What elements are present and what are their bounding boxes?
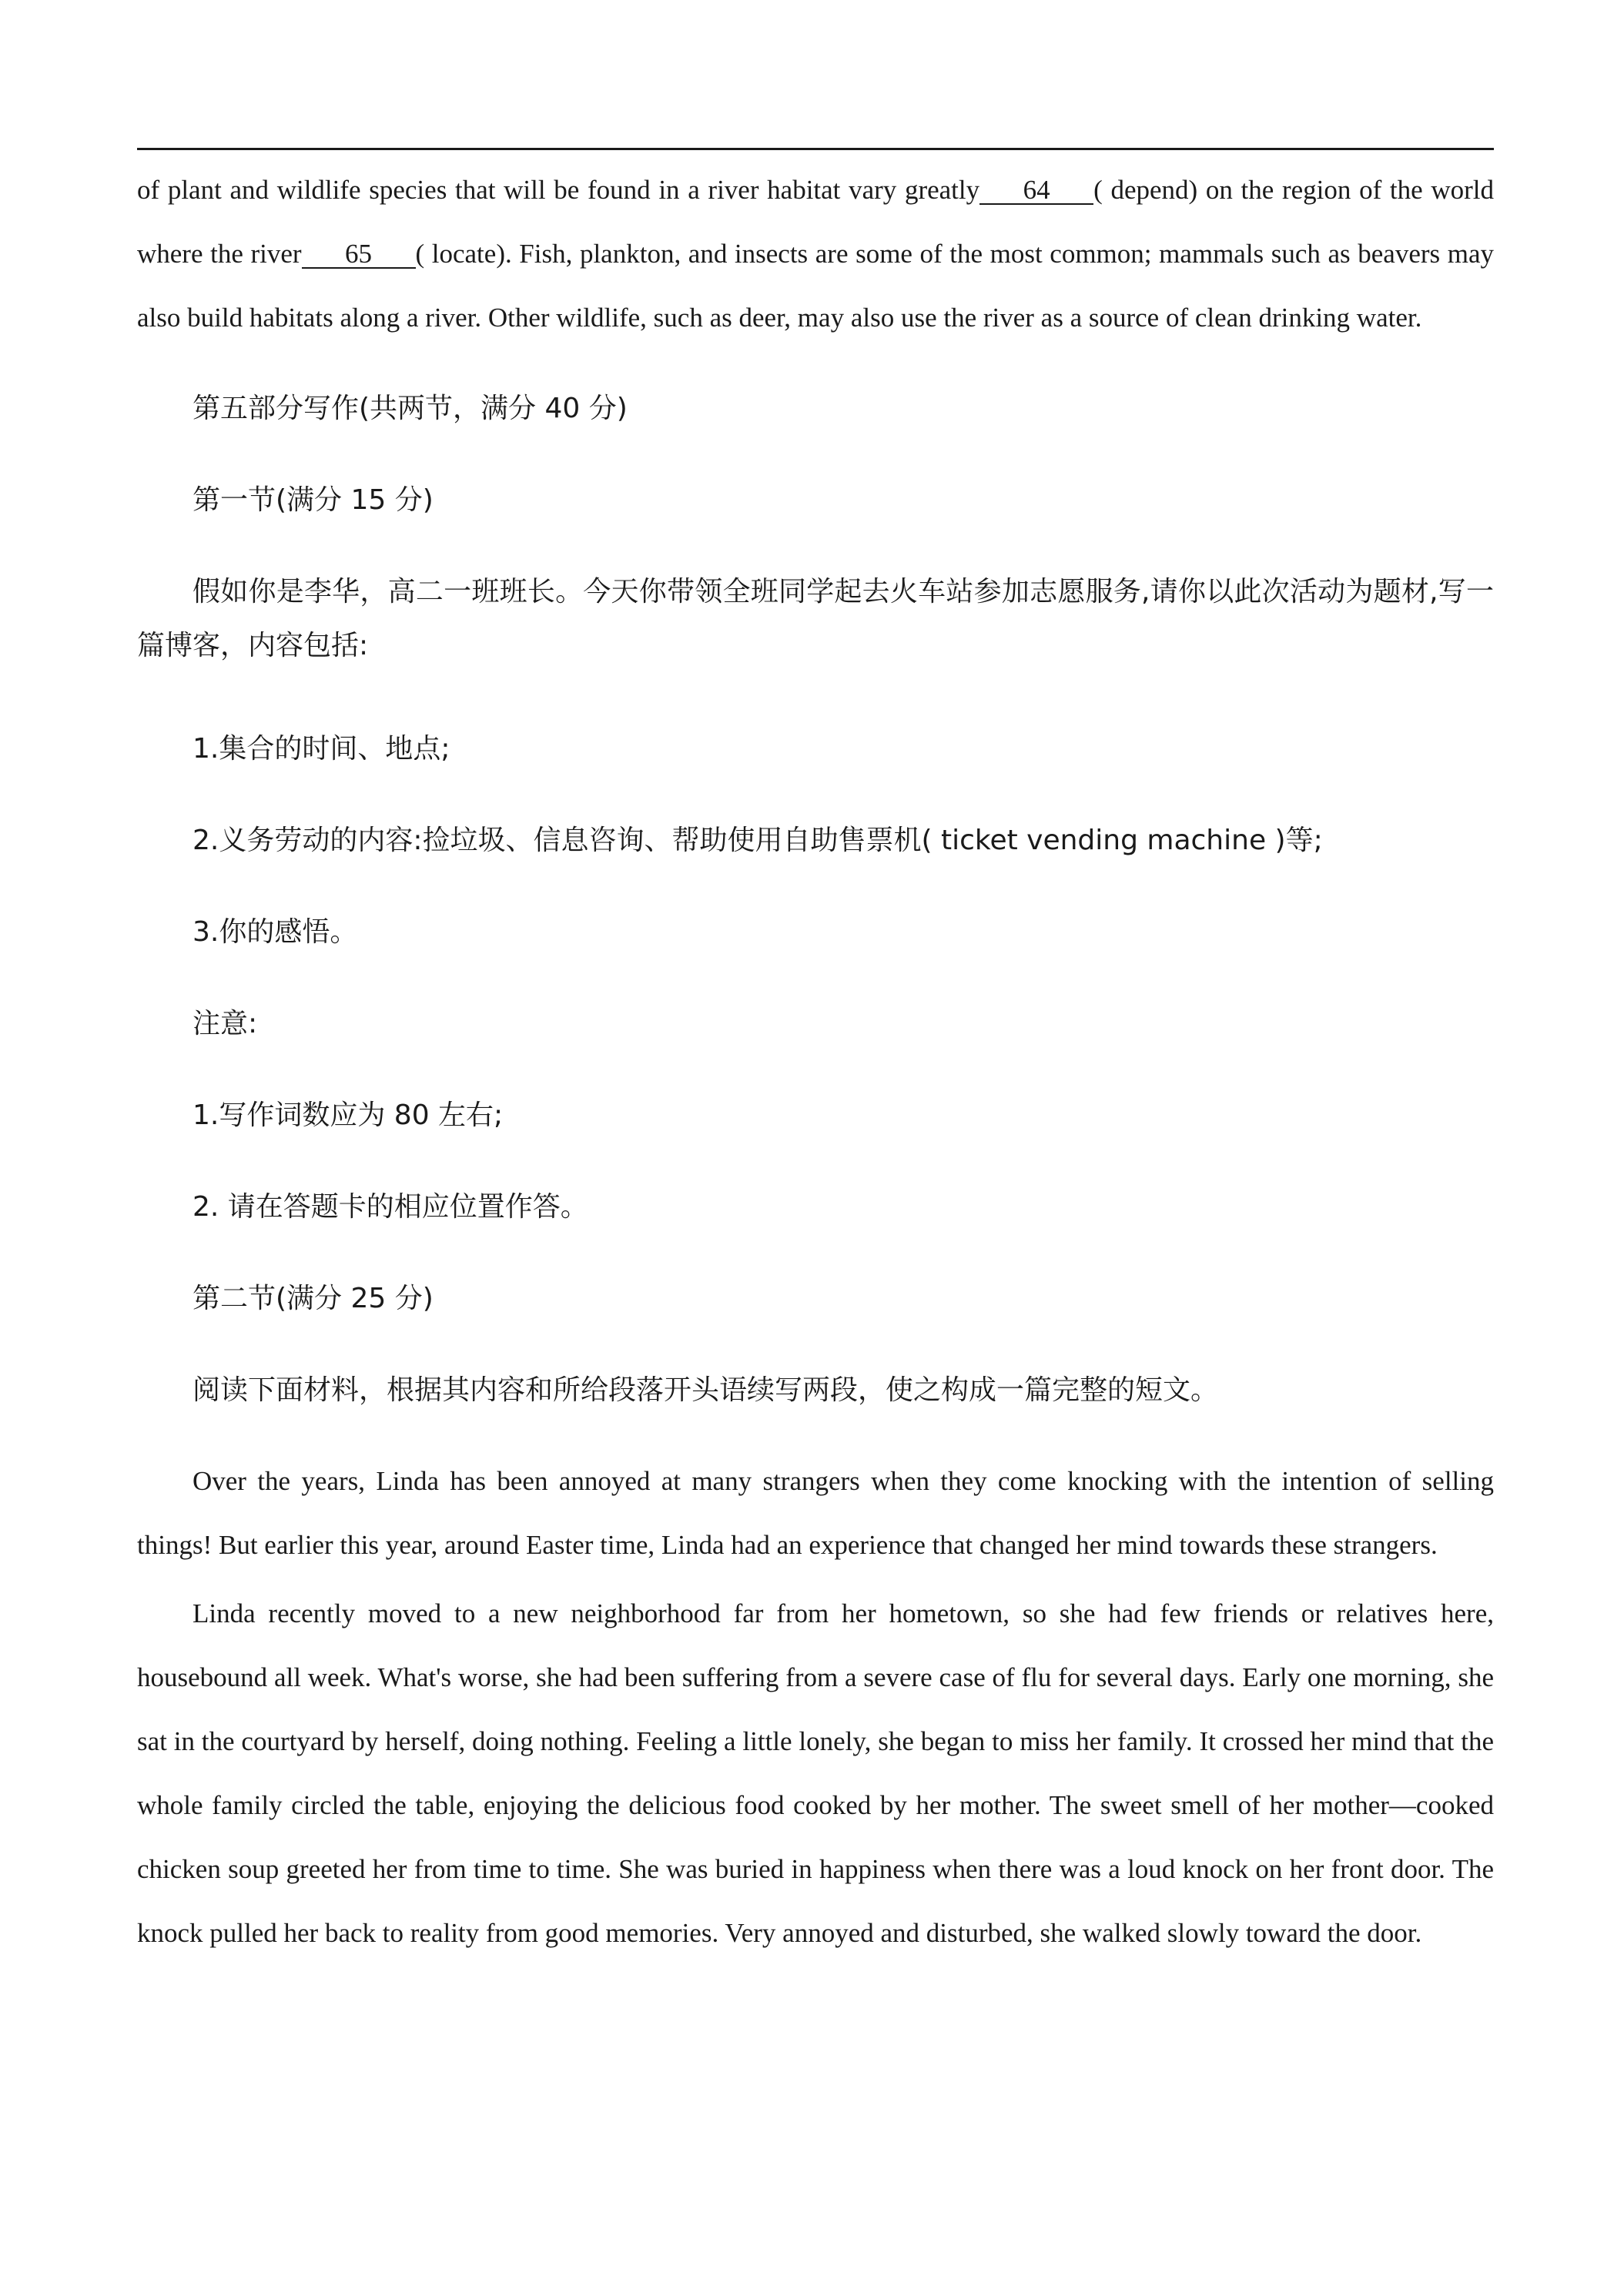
passage-line1-end: ( depend) on the region of the [1093,175,1423,205]
point-2: 2.义务劳动的内容:捡垃圾、信息咨询、帮助使用自助售票机( ticket vending machine )等; [193,825,1323,856]
blank-64: 64 [979,176,1093,205]
part-title: 第五部分写作(共两节，满分 40 分) [193,393,628,424]
passage-line2-start: world where the river [137,175,1495,269]
section1-title: 第一节(满分 15 分) [193,484,434,516]
point-3: 3.你的感悟。 [193,916,358,948]
header-rule [137,148,1494,150]
passage-line2-end: ( locate). Fish, plankton, and insects are some of the most common; mammals such as beavers may also build habitats along a river. Other wildlife, such as deer, may also use the river as a source of clean drinking water. [137,239,1494,333]
note-2: 2. 请在答题卡的相应位置作答。 [193,1191,588,1223]
story-paragraph-1: Over the years, Linda has been annoyed at many strangers when they come knocking with the intention of selling things! But earlier this year, around Easter time, Linda had an experience that changed her mind towards these strangers. [137,1466,1494,1560]
passage-continuation [137,158,1494,350]
story-paragraph-2: Linda recently moved to a new neighborhood far from her hometown, so she had few friends or relatives here, housebound all week. What's worse, she had been suffering from a severe case of flu for several days. Early one morning, she sat in the courtyard by herself, doing nothing. Feeling a little lonely, she began to miss her family. It crossed her mind that the whole family circled the table, enjoying the delicious food cooked by her mother. The sweet smell of her mother—cooked chicken soup greeted her from time to time. She was buried in happiness when there was a loud knock on her front door. The knock pulled her back to reality from good memories. Very annoyed and disturbed, she walked slowly toward the door. [137,1598,1494,1948]
section1-prompt: 假如你是李华，高二一班班长。今天你带领全班同学起去火车站参加志愿服务,请你以此次活动为题材,写一篇博客，内容包括: [137,576,1494,661]
blank-65: 65 [302,240,416,269]
passage-line1-start: of plant and wildlife species that will be found in a river habitat vary greatly [137,175,980,205]
section2-prompt: 阅读下面材料，根据其内容和所给段落开头语续写两段，使之构成一篇完整的短文。 [193,1374,1219,1406]
note-1: 1.写作词数应为 80 左右; [193,1099,504,1131]
page-content [137,158,1494,1965]
point-1: 1.集合的时间、地点; [193,733,450,765]
section2-title: 第二节(满分 25 分) [193,1283,434,1314]
notes-title: 注意: [193,1008,258,1039]
